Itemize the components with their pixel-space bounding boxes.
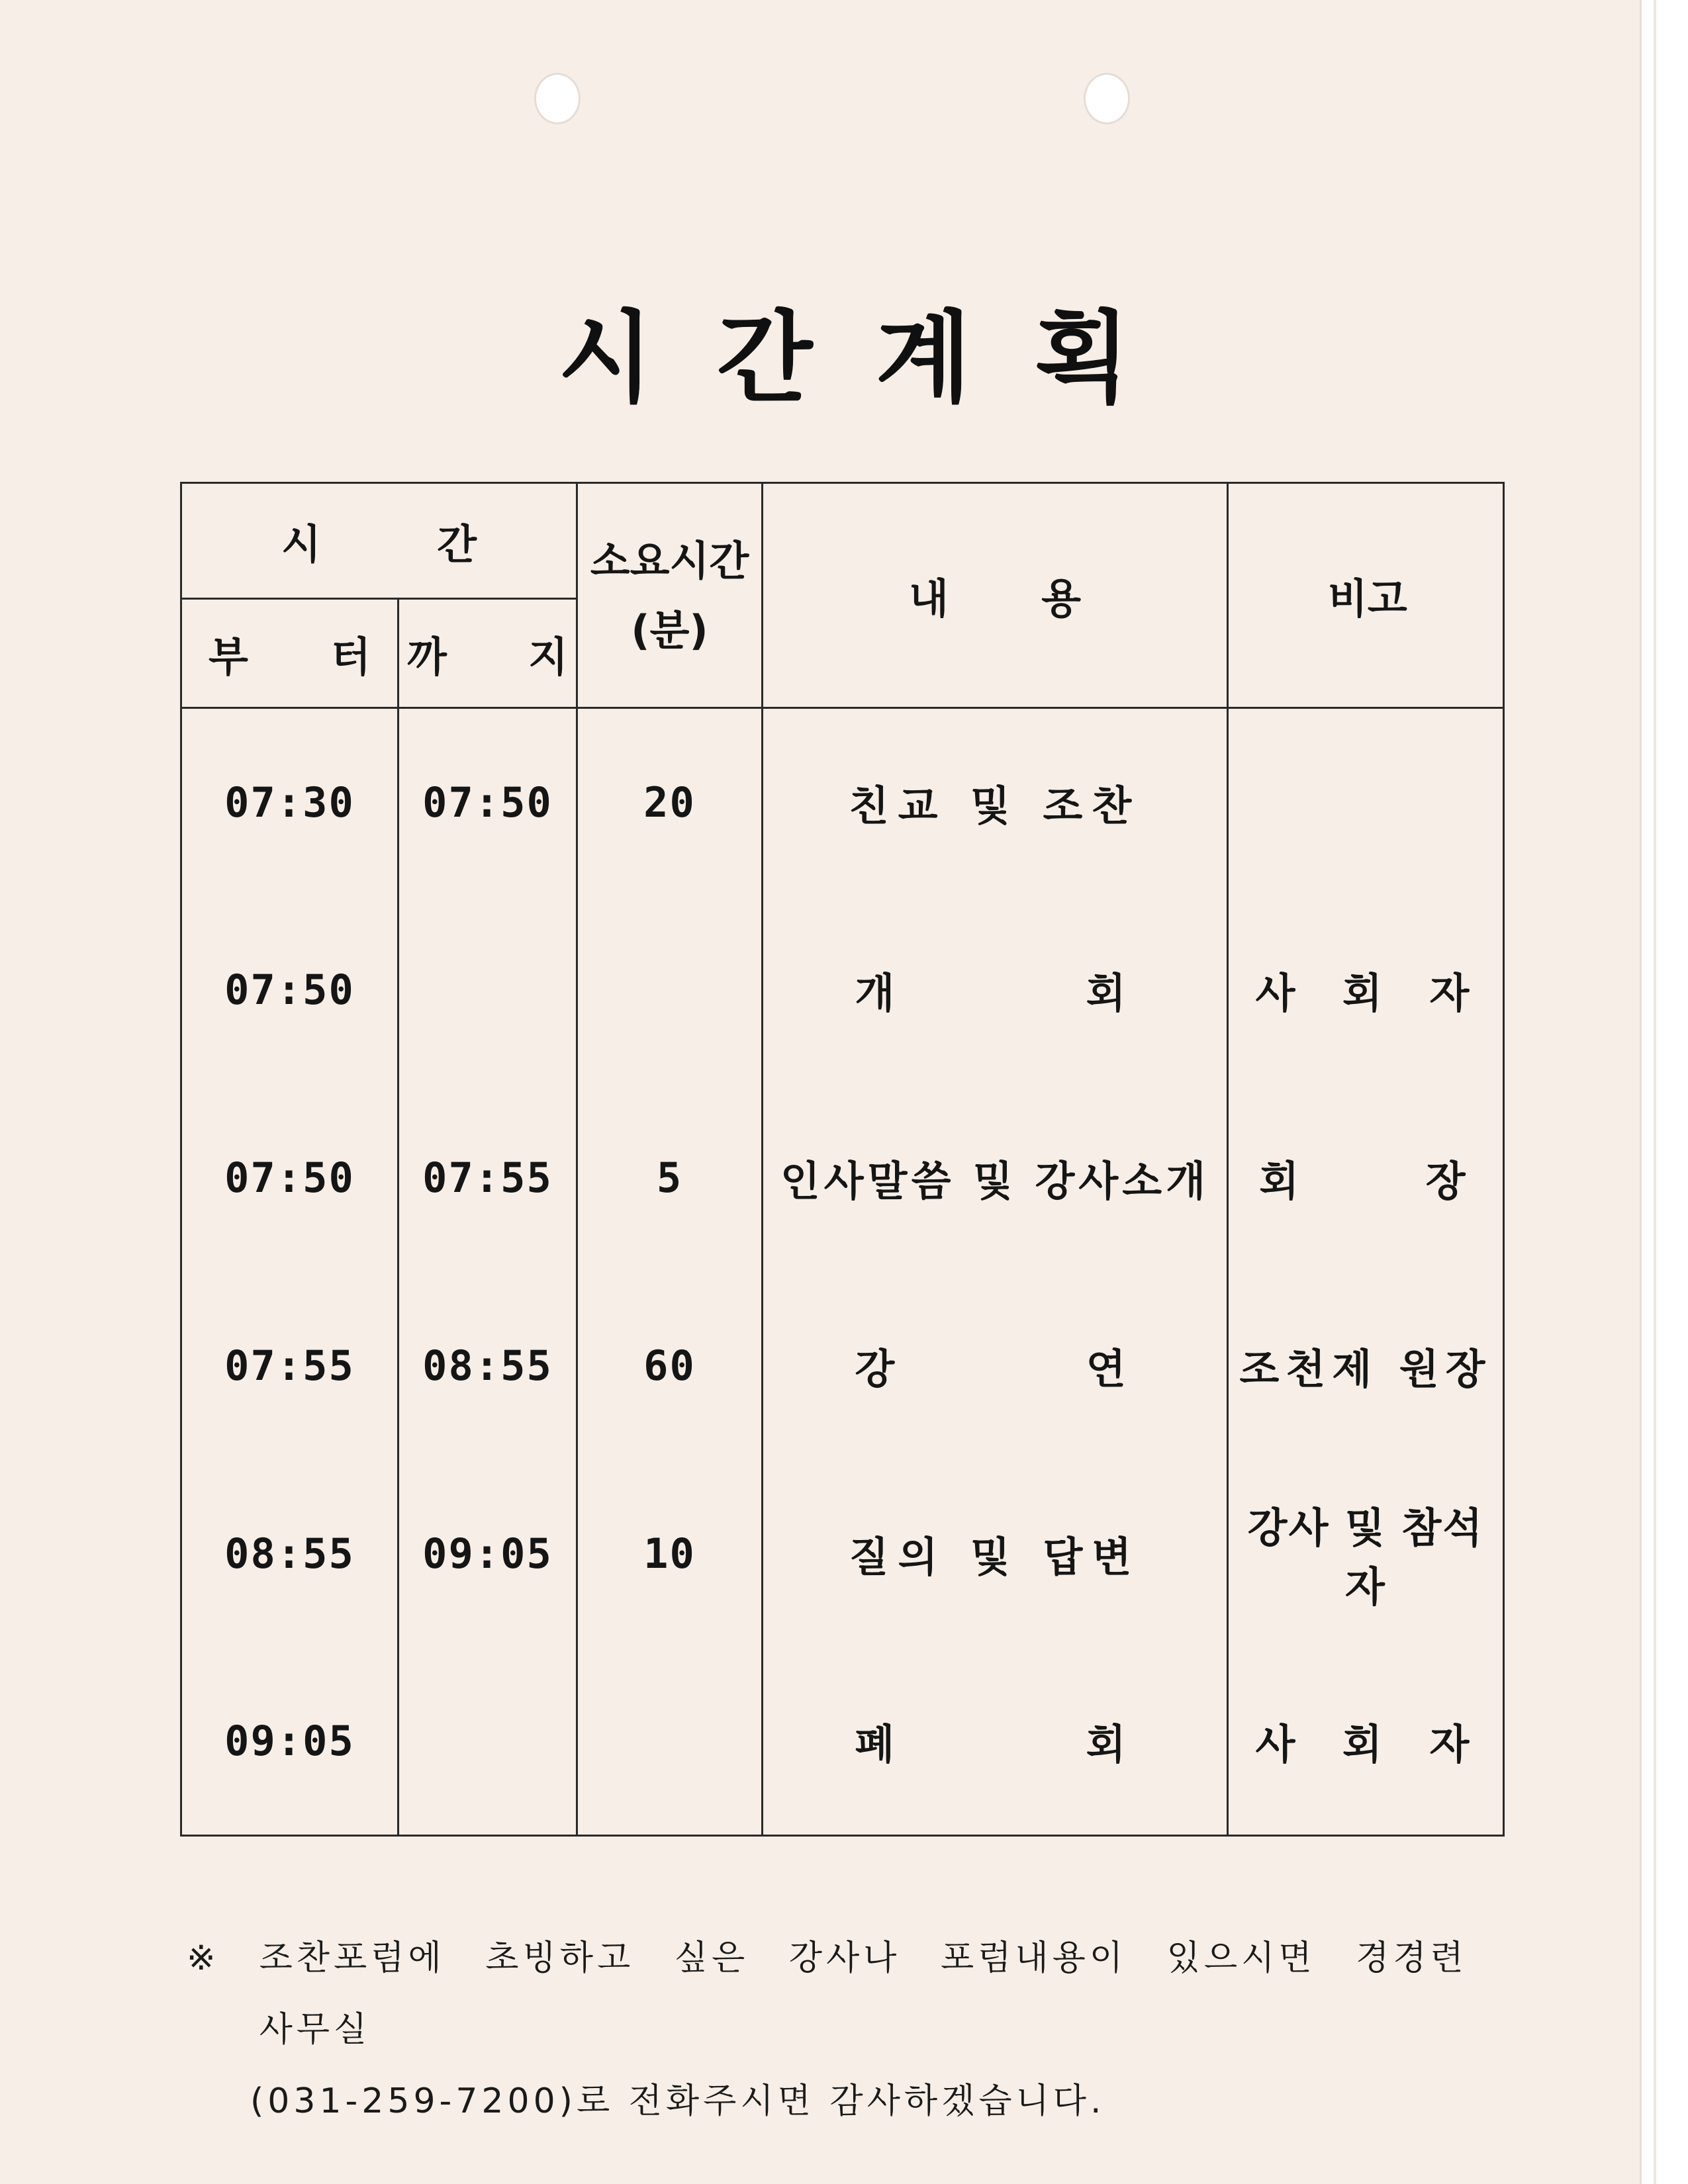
header-time bbox=[181, 483, 577, 599]
header-remarks-a: 비 bbox=[1328, 574, 1368, 623]
row-1-to: 07:50 bbox=[399, 708, 577, 896]
row-1-from: 07:30 bbox=[181, 708, 399, 896]
header-to bbox=[399, 599, 577, 708]
header-duration-unit: (분) bbox=[631, 606, 708, 655]
header-time-a: 시 bbox=[281, 520, 321, 569]
row-6-duration bbox=[577, 1648, 763, 1836]
row-1-duration: 20 bbox=[577, 708, 763, 896]
punch-hole-right bbox=[1084, 73, 1130, 124]
row-5-to: 09:05 bbox=[399, 1460, 577, 1648]
header-time-b: 간 bbox=[437, 520, 477, 569]
row-5-remark: 강사 및 참석자 bbox=[1228, 1460, 1504, 1648]
row-2-from: 07:50 bbox=[181, 896, 399, 1084]
header-from bbox=[181, 599, 399, 708]
row-1-remark bbox=[1228, 708, 1504, 896]
row-5-from: 08:55 bbox=[181, 1460, 399, 1648]
row-6-to bbox=[399, 1648, 577, 1836]
row-3-content: 인사말씀 및 강사소개 bbox=[763, 1084, 1228, 1272]
header-from-a: 부 bbox=[209, 632, 248, 681]
footnote-mark: ※ bbox=[187, 1938, 220, 1978]
row-2-content: 개 회 bbox=[763, 896, 1228, 1084]
row-6-from: 09:05 bbox=[181, 1648, 399, 1836]
header-remarks bbox=[1228, 483, 1504, 708]
row-3-from: 07:50 bbox=[181, 1084, 399, 1272]
row-2-to bbox=[399, 896, 577, 1084]
header-from-b: 터 bbox=[331, 632, 371, 681]
row-4-remark: 조천제 원장 bbox=[1228, 1272, 1504, 1460]
header-content bbox=[763, 483, 1228, 708]
header-duration bbox=[577, 483, 763, 708]
row-6-remark: 사 회 자 bbox=[1228, 1648, 1504, 1836]
row-2-remark: 사 회 자 bbox=[1228, 896, 1504, 1084]
header-to-b: 지 bbox=[528, 632, 568, 681]
row-3-remark: 회 장 bbox=[1228, 1084, 1504, 1272]
schedule-table bbox=[180, 482, 1505, 1837]
row-4-duration: 60 bbox=[577, 1272, 763, 1460]
row-2-duration bbox=[577, 896, 763, 1084]
header-remarks-b: 고 bbox=[1367, 574, 1407, 623]
row-5-content: 질의 및 답변 bbox=[763, 1460, 1228, 1648]
row-6-content: 폐 회 bbox=[763, 1648, 1228, 1836]
footnote-line-1: 조찬포럼에 초빙하고 싶은 강사나 포럼내용이 있으시면 경경련 사무실 bbox=[259, 1938, 1468, 2050]
page-title: 시간계획 bbox=[557, 300, 1194, 416]
row-4-content: 강 연 bbox=[763, 1272, 1228, 1460]
punch-hole-left bbox=[534, 73, 581, 124]
header-content-b: 용 bbox=[1041, 574, 1081, 623]
row-4-to: 08:55 bbox=[399, 1272, 577, 1460]
header-duration-label: 소요시간 bbox=[590, 536, 749, 585]
header-to-a: 까 bbox=[407, 632, 447, 681]
row-3-to: 07:55 bbox=[399, 1084, 577, 1272]
row-3-duration: 5 bbox=[577, 1084, 763, 1272]
row-5-duration: 10 bbox=[577, 1460, 763, 1648]
row-4-from: 07:55 bbox=[181, 1272, 399, 1460]
header-content-a: 내 bbox=[909, 574, 949, 623]
footnote bbox=[187, 1923, 1504, 2137]
footnote-line-2: (031-259-7200)로 전화주시면 감사하겠습니다. bbox=[250, 2081, 1105, 2121]
row-1-content: 친교 및 조찬 bbox=[763, 708, 1228, 896]
